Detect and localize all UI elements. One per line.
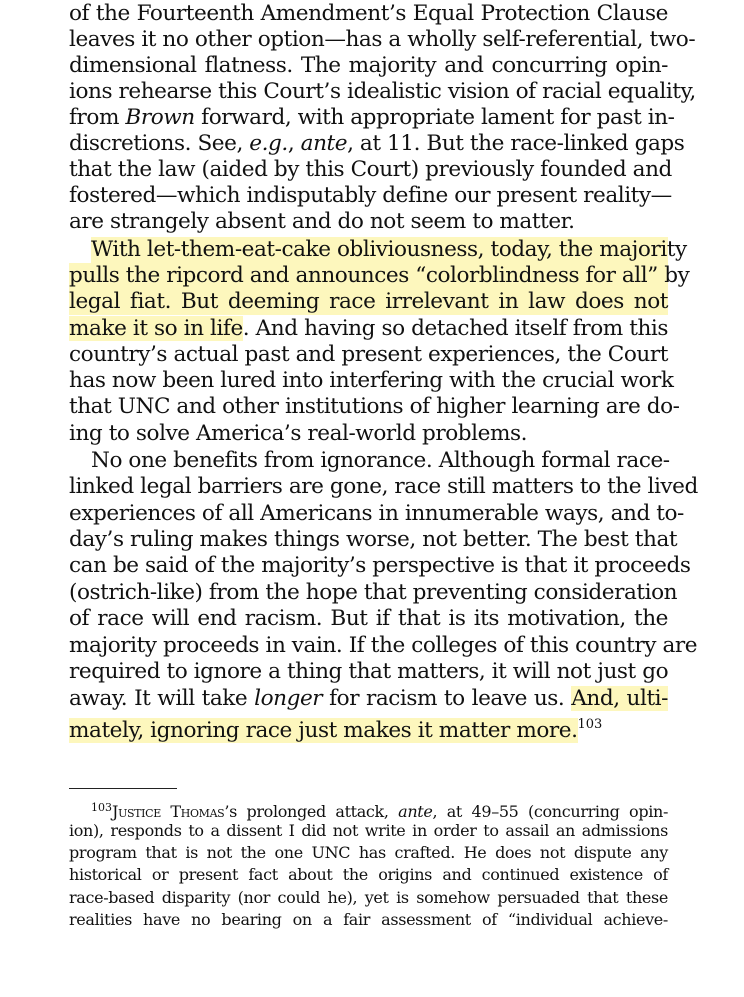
body-line (69, 527, 678, 553)
footnote-number: 103 (91, 801, 112, 814)
text-run: day’s ruling makes things worse, not better. The best that (69, 527, 678, 552)
text-run: forward, with appropriate lament for past in- (194, 105, 675, 130)
body-line (69, 27, 696, 53)
text-run: from (69, 105, 126, 130)
text-run: country’s actual past and present experiences, the Court (69, 342, 668, 367)
text-run: majority proceeds in vain. If the colleges of this country are (69, 633, 698, 658)
text-run: historical or present fact about the origins and continued existence of (69, 865, 668, 884)
text-run: ions rehearse this Court’s idealistic vision of racial equality, (69, 79, 696, 104)
highlighted-line (69, 289, 668, 315)
text-run: program that is not the one UNC has crafted. He does not dispute any (69, 843, 668, 862)
body-line (69, 501, 684, 527)
highlighted-text: make it so in life (69, 316, 243, 341)
body-line (69, 553, 691, 579)
text-run: experiences of all Americans in innumerable ways, and to- (69, 501, 684, 526)
italic-term: ante (398, 802, 433, 821)
body-line (69, 157, 672, 183)
text-run: . And having so detached itself from this (242, 316, 668, 341)
text-run: that the law (aided by this Court) previously founded and (69, 157, 672, 182)
text-run: discretions. See, (69, 131, 250, 156)
body-line (69, 659, 668, 685)
body-line (69, 79, 696, 105)
footnote-divider (69, 788, 177, 789)
text-run: linked legal barriers are gone, race still matters to the lived (69, 474, 698, 499)
body-line (69, 53, 668, 79)
justice-name: Justice Thomas (112, 802, 225, 821)
text-run: With let-them-eat-cake obliviousness, today, the majority (91, 237, 687, 262)
text-run: ion), responds to a dissent I did not write in order to assail an admissions (69, 821, 668, 840)
text-run: for racism to leave us. (322, 686, 572, 711)
text-run: required to ignore a thing that matters, it will not just go (69, 659, 669, 684)
footnote-line (69, 864, 668, 886)
body-line (69, 633, 698, 659)
text-run: realities have no bearing on a fair assessment of “individual achieve- (69, 910, 668, 929)
text-run: , at 11. But the race-linked gaps (347, 131, 685, 156)
body-line (69, 712, 668, 743)
text-run: fostered—which indisputably define our present reality— (69, 183, 672, 208)
text-run: (ostrich-like) from the hope that preventing consideration (69, 580, 678, 605)
italic-term: longer (254, 686, 323, 711)
text-run: of race will end racism. But if that is its motivation, the (69, 606, 668, 631)
highlighted-line (91, 237, 687, 263)
text-run: leaves it no other option—has a wholly self-referential, two- (69, 27, 696, 52)
body-line (69, 606, 668, 632)
body-line (69, 580, 678, 606)
text-run: No one benefits from ignorance. Although formal race- (91, 448, 670, 473)
text-run: legal fiat. But deeming race irrelevant in law does not (69, 289, 668, 314)
footnote-line (69, 909, 668, 931)
body-line (69, 131, 685, 157)
text-run: race-based disparity (nor could he), yet is somehow persuaded that these (69, 888, 668, 907)
text-run: pulls the ripcord and announces “colorblindness for all” by (69, 263, 690, 288)
body-line (69, 421, 668, 447)
body-line (69, 686, 668, 712)
body-line (69, 1, 668, 27)
body-line (69, 368, 674, 394)
text-run: are strangely absent and do not seem to matter. (69, 209, 575, 234)
footnote-line (69, 887, 668, 909)
body-line (69, 342, 668, 368)
body-line (69, 105, 675, 131)
highlighted-text: And, ulti- (571, 686, 668, 711)
body-line (69, 316, 668, 342)
body-line (69, 209, 668, 235)
text-run: , (287, 131, 301, 156)
italic-term: e.g. (249, 131, 288, 156)
text-run: ing to solve America’s real-world problems. (69, 421, 528, 446)
text-run: that UNC and other institutions of higher learning are do- (69, 394, 680, 419)
footnote-line (91, 797, 668, 819)
body-line (69, 474, 698, 500)
highlighted-text: mately, ignoring race just makes it matter more. (69, 718, 578, 743)
case-name-italic: Brown (125, 105, 195, 130)
body-line (69, 394, 680, 420)
text-run: away. It will take (69, 686, 255, 711)
text-run: has now been lured into interfering with the crucial work (69, 368, 674, 393)
text-run: , at 49–55 (concurring opin- (432, 802, 669, 821)
highlighted-line (69, 263, 690, 289)
body-line (69, 183, 672, 209)
footnote-reference[interactable]: 103 (577, 717, 603, 732)
body-line (91, 448, 668, 474)
text-run: can be said of the majority’s perspective is that it proceeds (69, 553, 691, 578)
text-run: ’s prolonged attack, (224, 802, 399, 821)
footnote-line (69, 820, 668, 842)
italic-term: ante (300, 131, 348, 156)
text-run: of the Fourteenth Amendment’s Equal Protection Clause (69, 1, 668, 26)
footnote-line (69, 842, 668, 864)
text-run: dimensional flatness. The majority and concurring opin- (69, 53, 668, 78)
